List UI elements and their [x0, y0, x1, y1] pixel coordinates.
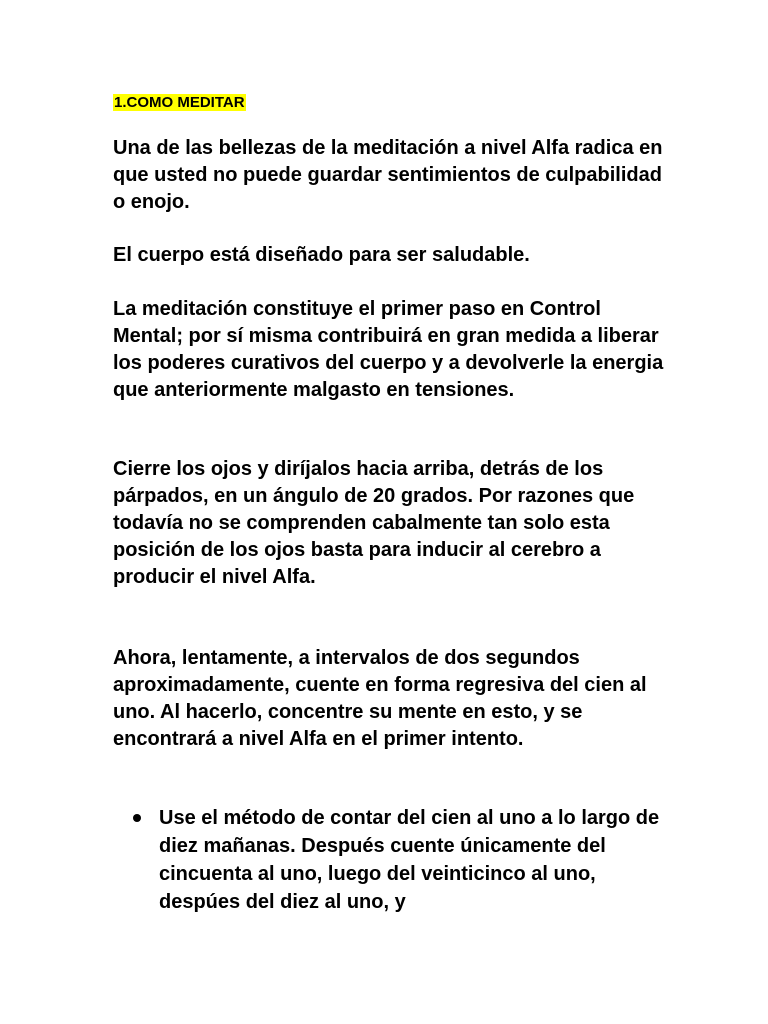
bullet-item: [113, 804, 673, 916]
bullet-list: [113, 804, 673, 916]
bullet-dot-icon: [133, 814, 141, 822]
paragraph-1: Una de las bellezas de la meditación a nivel Alfa radica en que usted no puede guardar sentimientos de culpabilidad o enojo.: [113, 137, 663, 213]
bullet-text: Use el método de contar del cien al uno a lo largo de diez mañanas. Después cuente únicamente del cincuenta al uno, luego del veinticinco al uno, despúes del diez al uno, y: [159, 807, 660, 913]
paragraph-4: Cierre los ojos y diríjalos hacia arriba, detrás de los párpados, en un ángulo de 20 grados. Por razones que todavía no se comprenden cabalmente tan solo esta posición de los ojos basta para inducir al cerebro a producir el nivel Alfa.: [113, 458, 635, 588]
paragraph-5: Ahora, lentamente, a intervalos de dos segundos aproximadamente, cuente en forma regresiva del cien al uno. Al hacerlo, concentre su mente en esto, y se encontrará a nivel Alfa en el primer intento.: [113, 647, 647, 750]
section-heading: [113, 93, 246, 113]
paragraph-2: El cuerpo está diseñado para ser saludable.: [113, 244, 530, 266]
paragraph-3: La meditación constituye el primer paso en Control Mental; por sí misma contribuirá en gran medida a liberar los poderes curativos del cuerpo y a devolverle la energia que anteriormente malgasto en tensiones.: [113, 298, 664, 401]
heading-highlight: 1.COMO MEDITAR: [114, 94, 245, 111]
